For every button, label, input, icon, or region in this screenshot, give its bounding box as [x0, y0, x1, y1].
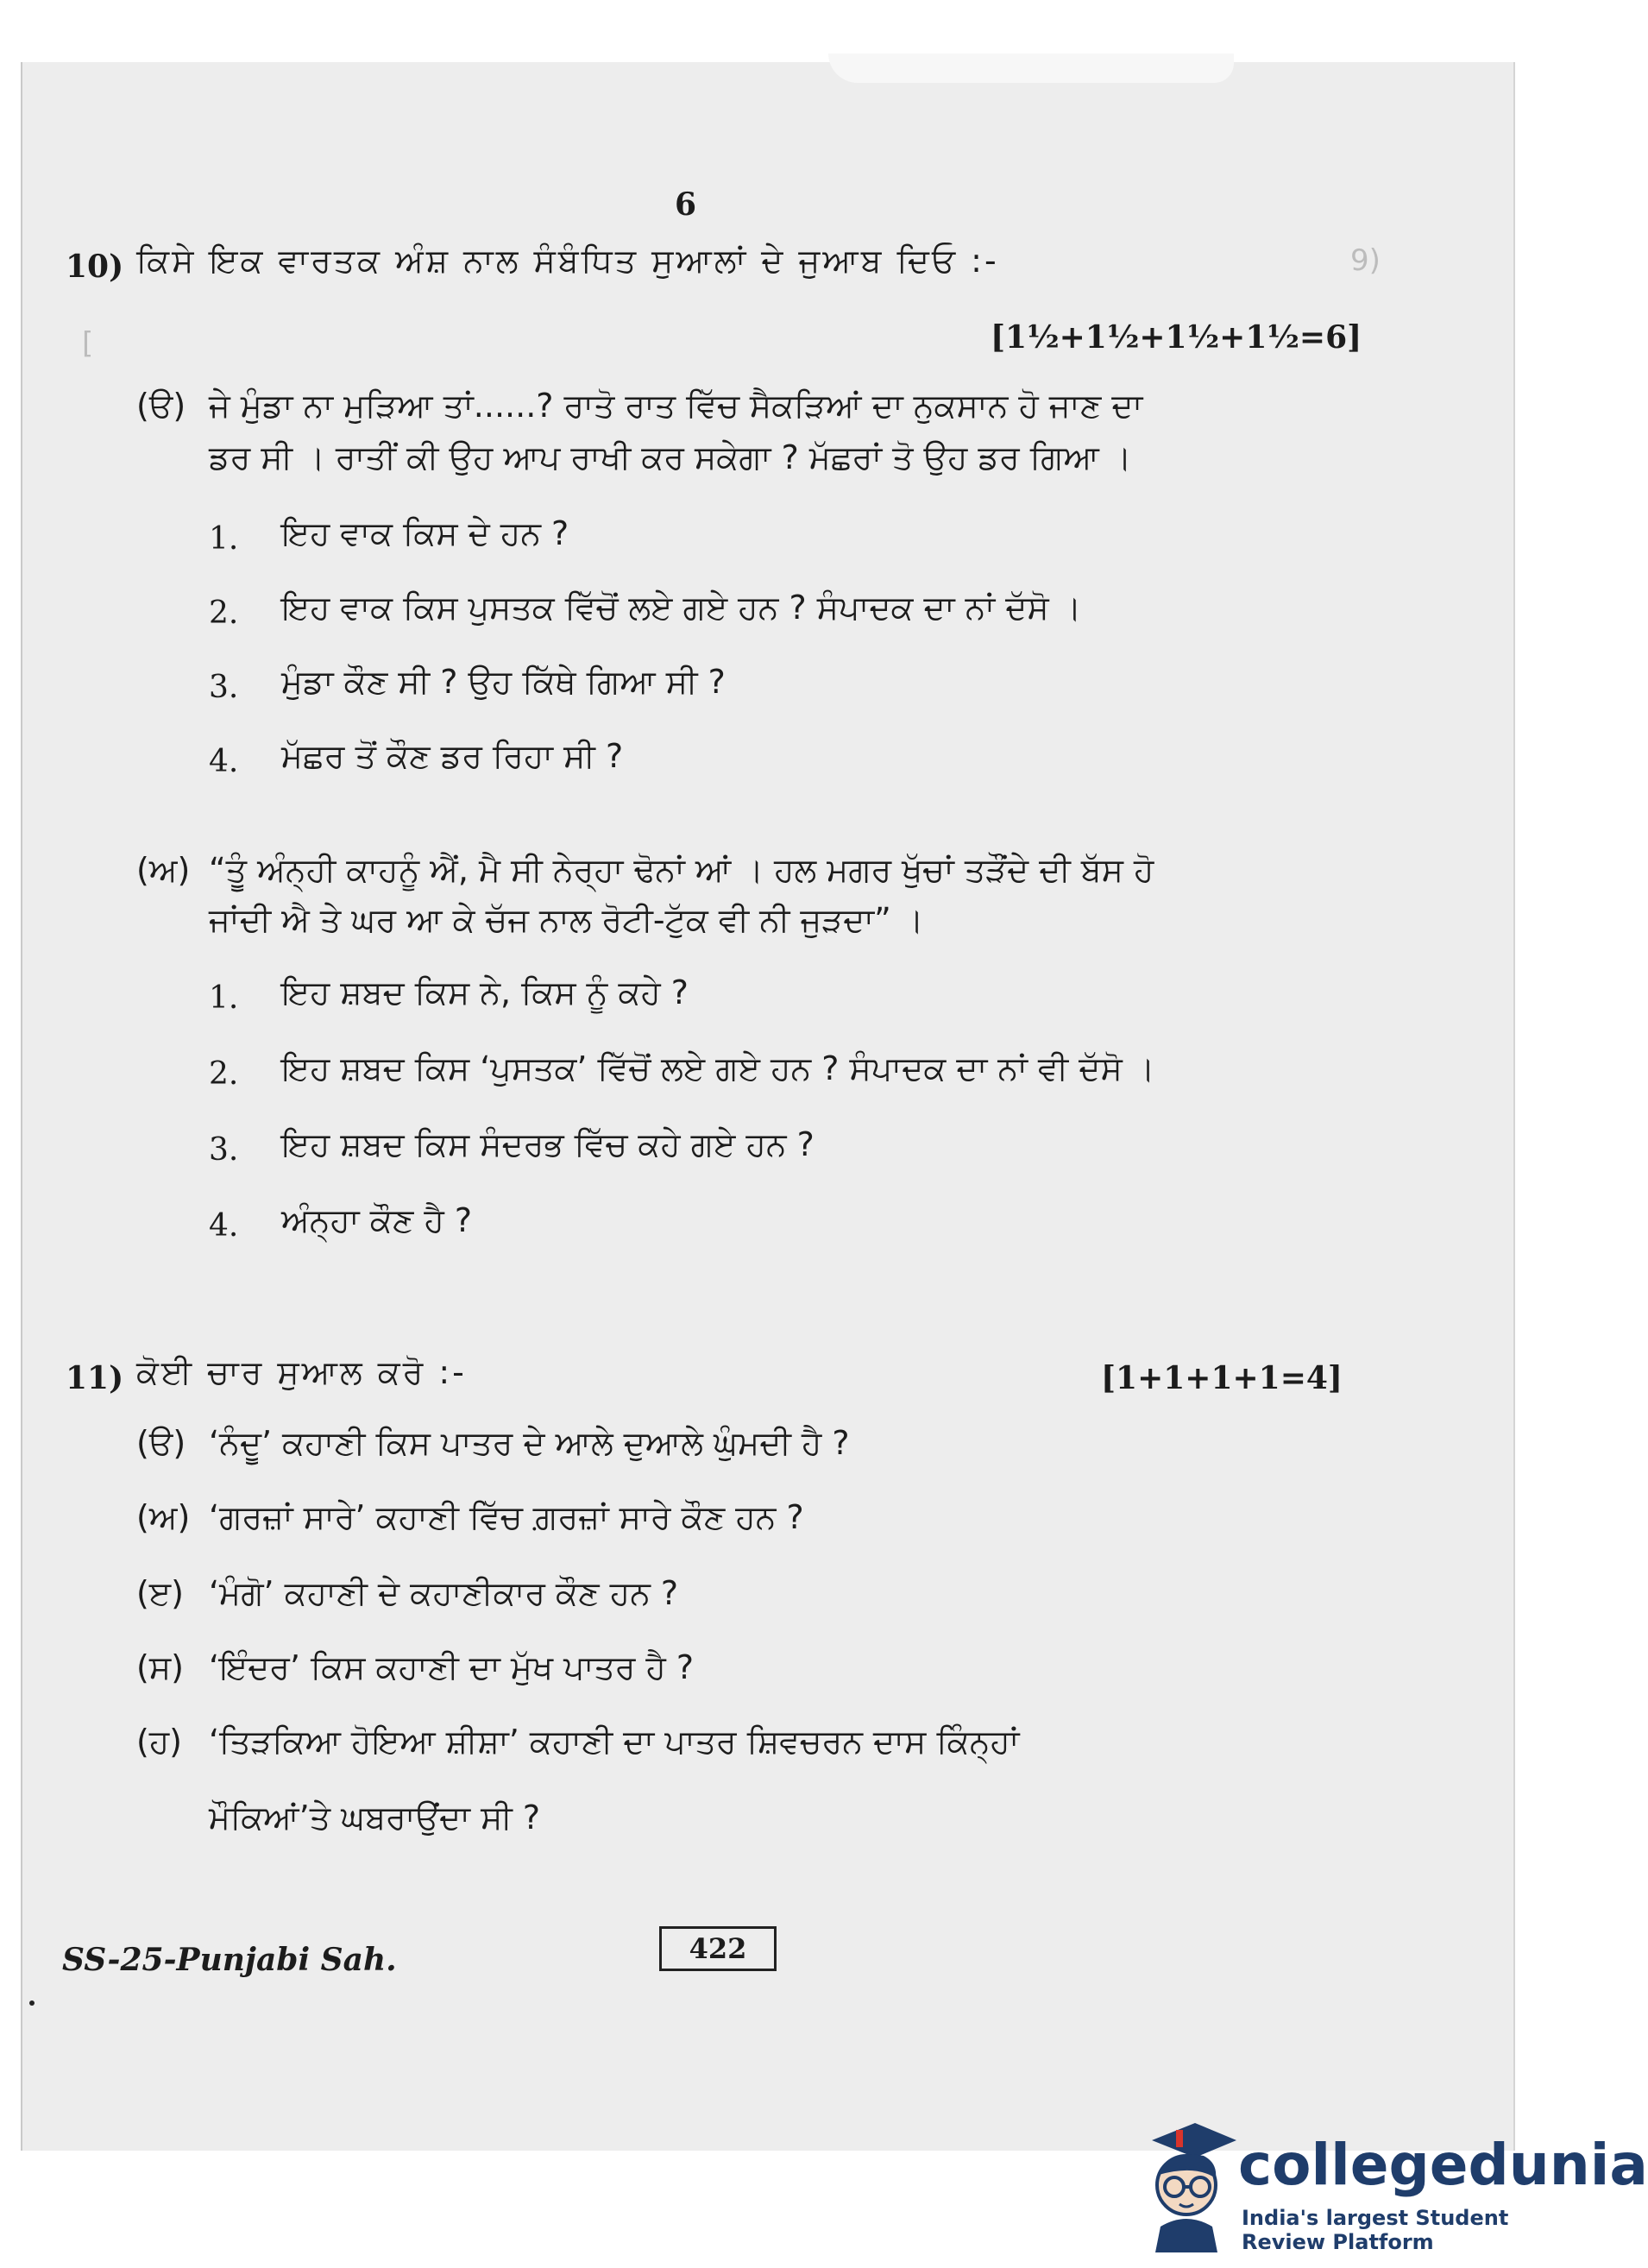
item-label: (ਅ) — [136, 1498, 191, 1536]
bleed-through-text: [ — [82, 326, 94, 361]
brand-name: collegedunia — [1238, 2132, 1648, 2198]
sub-question-number: 2. — [209, 595, 239, 631]
marks-allocation: [1+1+1+1=4] — [1101, 1360, 1343, 1396]
question-number: 10) — [66, 249, 124, 285]
item-text: ‘ਨੰਦੂ’ ਕਹਾਣੀ ਕਿਸ ਪਾਤਰ ਦੇ ਆਲੇ ਦੁਆਲੇ ਘੁੰਮਦੀ ਹੈ ? — [209, 1424, 850, 1462]
sub-question-text: ਮੁੰਡਾ ਕੌਣ ਸੀ ? ਉਹ ਕਿੱਥੇ ਗਿਆ ਸੀ ? — [281, 663, 726, 701]
sub-question-number: 4. — [209, 1208, 239, 1244]
passage-line: ਡਰ ਸੀ । ਰਾਤੀਂ ਕੀ ਉਹ ਆਪ ਰਾਖੀ ਕਰ ਸਕੇਗਾ ? ਮੱਛਰਾਂ ਤੋ ਉਹ ਡਰ ਗਿਆ । — [209, 438, 1132, 476]
stray-dot — [29, 2000, 35, 2006]
item-text-continued: ਮੌਕਿਆਂ’ਤੇ ਘਬਰਾਉਂਦਾ ਸੀ ? — [209, 1799, 541, 1836]
sub-question-number: 3. — [209, 1132, 239, 1168]
question-number: 11) — [66, 1360, 124, 1396]
item-label: (ੲ) — [136, 1574, 184, 1612]
sub-question-text: ਅੰਨ੍ਹਾ ਕੌਣ ਹੈ ? — [281, 1201, 473, 1239]
exam-paper-sheet — [21, 62, 1515, 2151]
sub-question-text: ਇਹ ਵਾਕ ਕਿਸ ਦੇ ਹਨ ? — [281, 514, 569, 552]
page-number: 6 — [675, 186, 697, 223]
sub-question-number: 3. — [209, 670, 239, 705]
item-text: ‘ਇੰਦਰ’ ਕਿਸ ਕਹਾਣੀ ਦਾ ਮੁੱਖ ਪਾਤਰ ਹੈ ? — [209, 1648, 695, 1686]
sub-question-text: ਇਹ ਸ਼ਬਦ ਕਿਸ ‘ਪੁਸਤਕ’ ਵਿੱਚੋਂ ਲਏ ਗਏ ਹਨ ? ਸੰਪਾਦਕ ਦਾ ਨਾਂ ਵੀ ਦੱਸੋ । — [281, 1049, 1155, 1087]
sub-question-text: ਇਹ ਵਾਕ ਕਿਸ ਪੁਸਤਕ ਵਿੱਚੋਂ ਲਏ ਗਏ ਹਨ ? ਸੰਪਾਦਕ ਦਾ ਨਾਂ ਦੱਸੋ । — [281, 589, 1082, 627]
brand-tagline: India's largest Student Review Platform — [1242, 2206, 1509, 2254]
part-label: (ਅ) — [136, 851, 191, 889]
sub-question-text: ਮੱਛਰ ਤੋਂ ਕੌਣ ਡਰ ਰਿਹਾ ਸੀ ? — [281, 737, 624, 775]
sub-question-number: 2. — [209, 1056, 239, 1092]
sub-question-number: 1. — [209, 521, 239, 557]
item-text: ‘ਤਿੜਕਿਆ ਹੋਇਆ ਸ਼ੀਸ਼ਾ’ ਕਹਾਣੀ ਦਾ ਪਾਤਰ ਸ਼ਿਵਚਰਨ ਦਾਸ ਕਿੰਨ੍ਹਾਂ — [209, 1723, 1020, 1761]
collegedunia-watermark — [1135, 2114, 1648, 2261]
item-text: ‘ਮੰਗੋ’ ਕਹਾਣੀ ਦੇ ਕਹਾਣੀਕਾਰ ਕੌਣ ਹਨ ? — [209, 1574, 679, 1612]
torn-edge — [828, 54, 1234, 83]
marks-allocation: [1½+1½+1½+1½=6] — [991, 319, 1362, 356]
sub-question-text: ਇਹ ਸ਼ਬਦ ਕਿਸ ਸੰਦਰਭ ਵਿੱਚ ਕਹੇ ਗਏ ਹਨ ? — [281, 1125, 815, 1163]
page-box-number: 422 — [659, 1926, 777, 1971]
bleed-through-text: 9) — [1350, 243, 1381, 278]
student-mascot-icon — [1135, 2114, 1238, 2252]
sub-question-text: ਇਹ ਸ਼ਬਦ ਕਿਸ ਨੇ, ਕਿਸ ਨੂੰ ਕਹੇ ? — [281, 973, 689, 1011]
item-label: (ਹ) — [136, 1723, 182, 1761]
question-heading: ਕਿਸੇ ਇਕ ਵਾਰਤਕ ਅੰਸ਼ ਨਾਲ ਸੰਬੰਧਿਤ ਸੁਆਲਾਂ ਦੇ ਜੁਆਬ ਦਿਓ :- — [136, 242, 999, 280]
item-label: (ਸ) — [136, 1648, 184, 1686]
item-label: (ੳ) — [136, 1424, 186, 1462]
paper-code: SS-25-Punjabi Sah. — [62, 1942, 397, 1978]
passage-line: ਜਾਂਦੀ ਐ ਤੇ ਘਰ ਆ ਕੇ ਚੱਜ ਨਾਲ ਰੋਟੀ-ਟੁੱਕ ਵੀ ਨੀ ਜੁੜਦਾ” । — [209, 901, 924, 939]
question-heading: ਕੋਈ ਚਾਰ ਸੁਆਲ ਕਰੋ :- — [136, 1353, 467, 1391]
part-label: (ੳ) — [136, 387, 186, 425]
item-text: ‘ਗਰਜ਼ਾਂ ਸਾਰੇ’ ਕਹਾਣੀ ਵਿੱਚ ਗ਼ਰਜ਼ਾਂ ਸਾਰੇ ਕੌਣ ਹਨ ? — [209, 1498, 804, 1536]
sub-question-number: 1. — [209, 980, 239, 1016]
sub-question-number: 4. — [209, 744, 239, 779]
passage-line: “ਤੂੰ ਅੰਨ੍ਹੀ ਕਾਹਨੂੰ ਐਂ, ਮੈ ਸੀ ਨੇਰ੍ਹਾ ਢੋਨਾਂ ਆਂ । ਹਲ ਮਗਰ ਖੁੱਚਾਂ ਤੜੌਂਦੇ ਦੀ ਬੱਸ ਹੋ — [209, 851, 1154, 889]
passage-line: ਜੇ ਮੁੰਡਾ ਨਾ ਮੁੜਿਆ ਤਾਂ......? ਰਾਤੋ ਰਾਤ ਵਿੱਚ ਸੈਕੜਿਆਂ ਦਾ ਨੁਕਸਾਨ ਹੋ ਜਾਣ ਦਾ — [209, 387, 1143, 425]
